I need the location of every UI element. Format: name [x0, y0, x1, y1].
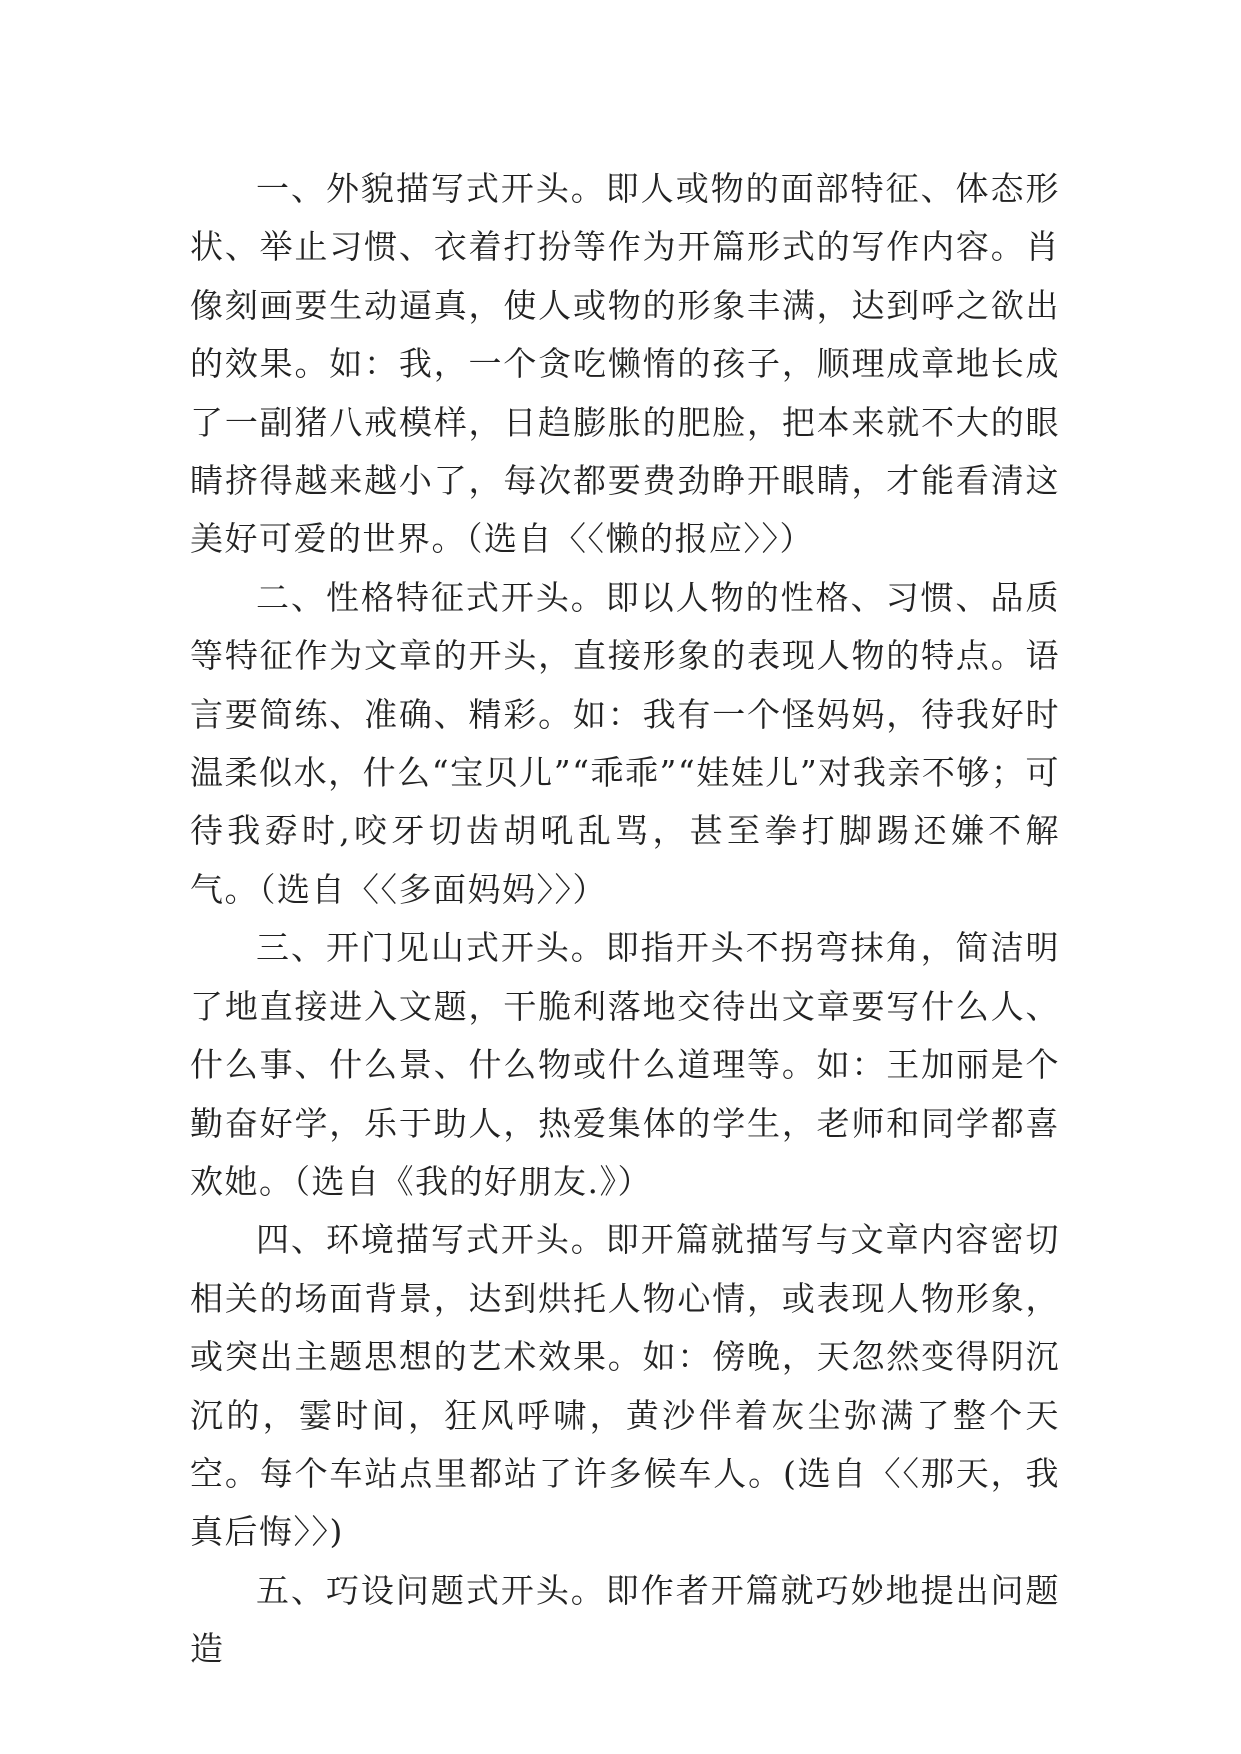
paragraph-environment-opening	[190, 1211, 1060, 1561]
paragraph-source: （选自〈〈懒的报应〉〉）	[466, 519, 814, 559]
paragraph-source: （选自《我的好朋友.》）	[293, 1161, 652, 1201]
paragraph-text: 二、性格特征式开头。即以人物的性格、习惯、品质等特征作为文章的开头，直接形象的表现人物的特点。语言要简练、准确、精彩。如：我有一个怪妈妈，待我好时温柔似水，什么“宝贝儿”“乖乖”“娃娃儿”对我亲不够；可待我孬时,咬牙切齿胡吼乱骂，甚至拳打脚踢还嫌不解气。	[190, 577, 1060, 909]
paragraph-source: (选自〈〈那天，我真后悔〉〉)	[190, 1453, 1061, 1552]
paragraph-appearance-opening	[190, 160, 1060, 569]
paragraph-text: 四、环境描写式开头。即开篇就描写与文章内容密切相关的场面背景，达到烘托人物心情，或表现人物形象，或突出主题思想的艺术效果。如：傍晚，天忽然变得阴沉沉的，霎时间，狂风呼啸，黄沙伴着灰尘弥满了整个天空。每个车站点里都站了许多候车人。	[190, 1220, 1060, 1493]
paragraph-text: 一、外貌描写式开头。即人或物的面部特征、体态形状、举止习惯、衣着打扮等作为开篇形式的写作内容。肖像刻画要生动逼真，使人或物的形象丰满，达到呼之欲出的效果。如：我，一个贪吃懒惰的孩子，顺理成章地长成了一副猪八戒模样，日趋膨胀的肥脸，把本来就不大的眼睛挤得越来越小了，每次都要费劲睁开眼睛，才能看清这美好可爱的世界。	[190, 169, 1060, 559]
paragraph-text: 三、开门见山式开头。即指开头不拐弯抹角，简洁明了地直接进入文题，干脆利落地交待出文章要写什么人、什么事、什么景、什么物或什么道理等。如：王加丽是个勤奋好学，乐于助人，热爱集体的学生，老师和同学都喜欢她。	[190, 928, 1060, 1201]
paragraph-question-opening	[190, 1562, 1060, 1679]
paragraph-text: 五、巧设问题式开头。即作者开篇就巧妙地提出问题造	[190, 1570, 1060, 1669]
paragraph-source: （选自〈〈多面妈妈〉〉）	[259, 869, 607, 909]
body-text	[190, 160, 1060, 1679]
paragraph-direct-opening	[190, 919, 1060, 1211]
paragraph-character-opening	[190, 569, 1060, 919]
